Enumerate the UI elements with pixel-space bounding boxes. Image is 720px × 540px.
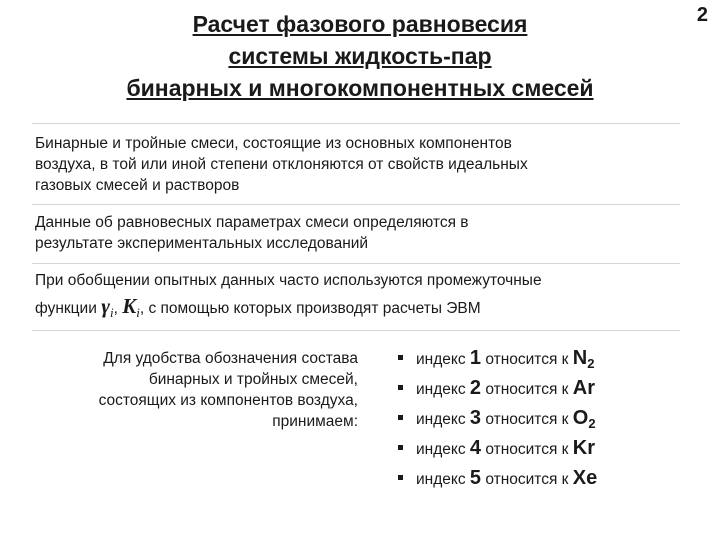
index-word: индекс [416,351,466,368]
paragraph-1-line-3: газовых смесей и растворов [35,177,240,194]
index-phrase: относится к [485,381,569,398]
paragraph-2-line-2: результате экспериментальных исследований [35,235,369,252]
title-line-1: Расчет фазового равновесия [192,11,528,37]
index-number: 5 [469,467,482,489]
index-phrase: относится к [485,351,569,368]
notation-note-line-3: состоящих из компонентов воздуха, [98,392,358,409]
divider-3 [32,263,680,264]
bullet-square-icon [398,385,403,390]
index-word: индекс [416,441,466,458]
index-number: 4 [469,437,482,459]
bullet-square-icon [398,355,403,360]
functions-suffix: , с помощью которых производят расчеты ЭВМ [139,300,481,317]
paragraph-2-line-1: Данные об равновесных параметрах смеси определяются в [35,214,469,231]
paragraph-experimental-data [35,212,675,254]
index-number: 1 [469,347,482,369]
divider-1 [32,123,680,124]
k-symbol: K [122,294,137,318]
index-word: индекс [416,411,466,428]
title-line-3: бинарных и многокомпонентных смесей [126,75,594,101]
slide-title [50,8,670,104]
divider-4 [32,330,680,331]
element-symbol [573,467,597,489]
index-list-item [398,403,597,433]
index-list [398,343,597,493]
paragraph-intermediate-functions [35,270,675,323]
element-subscript: 2 [587,356,595,371]
element-name: Xe [572,467,598,489]
paragraph-3-line-1: При обобщении опытных данных часто используются промежуточные [35,272,542,289]
divider-2 [32,204,680,205]
index-phrase: относится к [485,471,569,488]
index-phrase: относится к [485,441,569,458]
bullet-square-icon [398,445,403,450]
element-subscript: 2 [588,416,596,431]
index-word: индекс [416,381,466,398]
element-name: O [572,407,589,429]
index-list-item [398,343,597,373]
index-list-item [398,463,597,493]
paragraph-1-line-2: воздуха, в той или иной степени отклоняются от свойств идеальных [35,156,528,173]
notation-note [40,348,358,432]
gamma-subscript: i [109,305,114,320]
element-symbol [573,347,595,369]
notation-note-line-4: принимаем: [272,413,358,430]
gamma-symbol: γ [101,294,110,318]
slide-number: 2 [696,4,708,26]
index-number: 2 [469,377,482,399]
index-list-item [398,433,597,463]
element-name: Kr [572,437,596,459]
notation-note-line-2: бинарных и тройных смесей, [148,371,358,388]
index-number: 3 [469,407,482,429]
element-name: Ar [572,377,596,399]
index-word: индекс [416,471,466,488]
index-phrase: относится к [485,411,569,428]
index-list-item [398,373,597,403]
paragraph-mixtures-deviation [35,133,675,196]
bullet-square-icon [398,475,403,480]
element-symbol [573,437,595,459]
notation-note-line-1: Для удобства обозначения состава [103,350,358,367]
functions-prefix: функции [35,300,97,317]
paragraph-3-line-2 [35,296,675,323]
title-line-2: системы жидкость-пар [228,43,492,69]
element-name: N [572,347,588,369]
element-symbol [573,407,596,429]
k-subscript: i [136,305,140,320]
bullet-square-icon [398,415,403,420]
symbol-separator: , [113,300,118,317]
paragraph-1-line-1: Бинарные и тройные смеси, состоящие из основных компонентов [35,135,512,152]
element-symbol [573,377,595,399]
